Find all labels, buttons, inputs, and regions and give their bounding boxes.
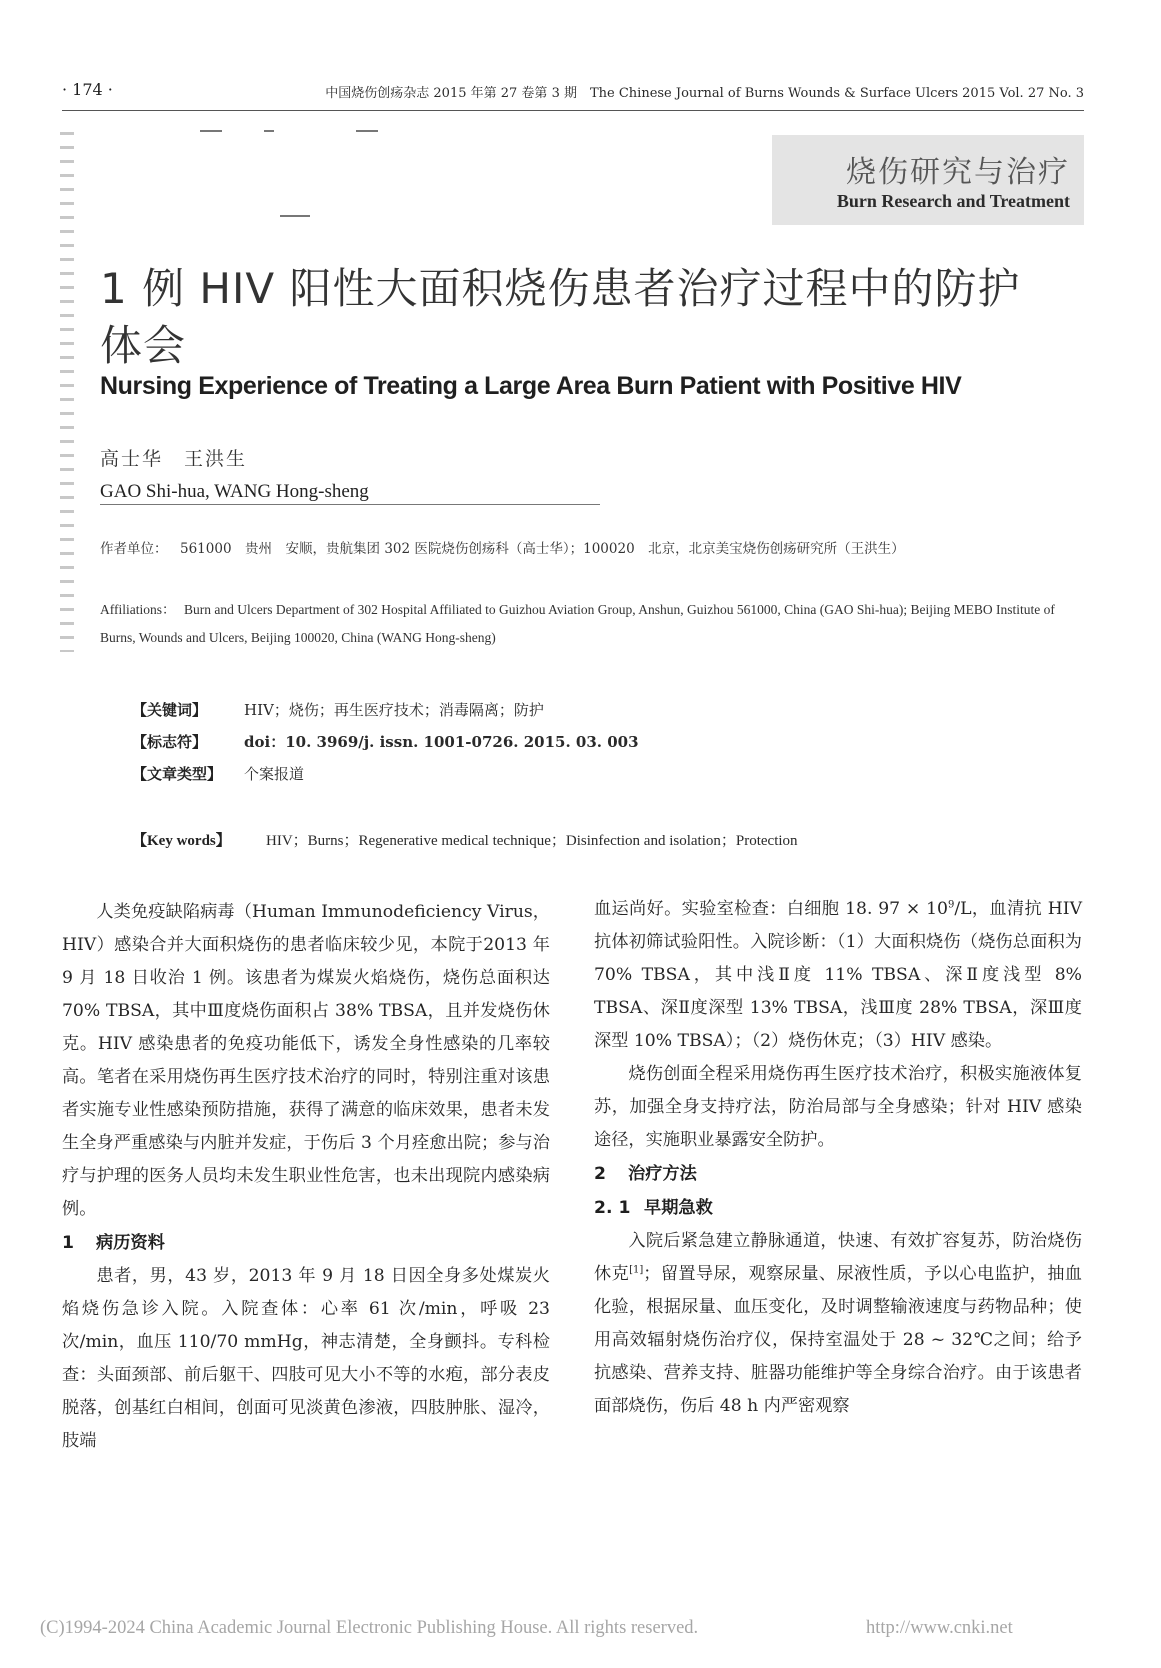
emergency-paragraph (594, 1225, 1082, 1423)
keywords-label: 【关键词】 (132, 701, 208, 719)
running-header (62, 80, 1084, 108)
case-text: 血运尚好。实验室检查：白细胞 18. 97 × 10 (594, 899, 948, 919)
subsection-number: 2. 1 (594, 1198, 631, 1218)
affiliation-en-label: Affiliations： (100, 602, 176, 617)
section-heading-1 (62, 1226, 550, 1260)
article-title-cn: 1 例 HIV 阳性大面积烧伤患者治疗过程中的防护体会 (100, 264, 1021, 370)
section-title-en: Burn Research and Treatment (836, 191, 1070, 211)
scan-tick-mark (200, 130, 222, 132)
section-title: 病历资料 (96, 1233, 165, 1253)
authors-cn: 高士华 王洪生 (100, 448, 248, 470)
case-paragraph-part1: 患者，男，43 岁，2013 年 9 月 18 日因全身多处煤炭火焰烧伤急诊入院。入院查体：心率 61 次/min，呼吸 23 次/min，血压 110/70 mmHg，神志清楚，全身颤抖。专科检查：头面颈部、前后躯干、四肢可见大小不等的水疱，部分表皮脱落，创基红白相间，创面可见淡黄色渗液，四肢肿胀、湿冷，肢端 (62, 1266, 550, 1451)
affiliation-cn-label: 作者单位： (100, 541, 168, 557)
identifier-row (132, 731, 639, 752)
section-number: 2 (594, 1164, 606, 1184)
affiliation-cn-text: 561000 贵州 安顺，贵航集团 302 医院烧伤创疡科（高士华）；100020 北京，北京美宝烧伤创疡研究所（王洪生） (180, 541, 905, 557)
treatment-paragraph: 烧伤创面全程采用烧伤再生医疗技术治疗，积极实施液体复苏，加强全身支持疗法，防治局部与全身感染；针对 HIV 感染途径，实施职业暴露安全防护。 (594, 1064, 1082, 1150)
section-label-box (772, 135, 1084, 225)
body-column-right (594, 893, 1082, 1423)
scan-tick-mark (264, 130, 274, 132)
section-title-cn: 烧伤研究与治疗 (846, 155, 1070, 190)
section-number: 1 (62, 1233, 74, 1253)
case-text: /L，血清抗 HIV 抗体初筛试验阳性。入院诊断：（1）大面积烧伤（烧伤总面积为 70% TBSA，其中浅Ⅱ度 11% TBSA、深Ⅱ度浅型 8% TBSA、深Ⅱ度深型 13% TBSA，浅Ⅲ度 28% TBSA，深Ⅲ度深型 10% TBSA）；（2）烧伤休克；（3）HIV 感染。 (594, 899, 1082, 1051)
scan-tick-mark (280, 215, 310, 217)
article-title-en: Nursing Experience of Treating a Large Area Burn Patient with Positive HIV (100, 372, 962, 400)
affiliation-en-text: Burn and Ulcers Department of 302 Hospital Affiliated to Guizhou Aviation Group, Anshun, Guizhou 561000, China (GAO Shi-hua); Beijing MEBO Institute of Burns, Wounds and Ulcers, Beijing 100020, China (WANG Hong-sheng) (100, 602, 1055, 645)
footer-copyright: (C)1994-2024 China Academic Journal Electronic Publishing House. All rights reserved. (40, 1618, 699, 1638)
authors-en: GAO Shi-hua, WANG Hong-sheng (100, 481, 369, 502)
subsection-title: 早期急救 (644, 1198, 713, 1218)
journal-citation-line: 中国烧伤创疡杂志 2015 年第 27 卷第 3 期 The Chinese Journal of Burns Wounds & Surface Ulcers 2015 Vol. 27 No. 3 (325, 86, 1084, 101)
scan-tick-mark (356, 130, 378, 132)
exponent: 9 (948, 899, 955, 911)
key-words-label: 【Key words】 (132, 833, 231, 849)
section-heading-2 (594, 1157, 1082, 1191)
citation-ref[interactable]: [1] (629, 1264, 644, 1276)
author-rule (100, 504, 600, 505)
keywords-row (132, 699, 544, 720)
affiliation-cn (100, 536, 1060, 562)
header-rule (62, 110, 1084, 111)
scan-margin-artifact (60, 132, 74, 652)
keywords-value: HIV；烧伤；再生医疗技术；消毒隔离；防护 (244, 701, 544, 719)
key-words-value: HIV；Burns；Regenerative medical technique；Disinfection and isolation；Protection (266, 833, 798, 849)
article-type-row (132, 763, 304, 784)
identifier-label: 【标志符】 (132, 733, 208, 751)
intro-paragraph: 人类免疫缺陷病毒（Human Immunodeficiency Virus，HIV）感染合并大面积烧伤的患者临床较少见，本院于2013 年 9 月 18 日收治 1 例。该患者为煤炭火焰烧伤，烧伤总面积达 70% TBSA，其中Ⅲ度烧伤面积占 38% TBSA，且并发烧伤休克。HIV 感染患者的免疫功能低下，诱发全身性感染的几率较高。笔者在采用烧伤再生医疗技术治疗的同时，特别注重对该患者实施专业性感染预防措施，获得了满意的临床效果，患者未发生全身严重感染与内脏并发症，于伤后 3 个月痊愈出院；参与治疗与护理的医务人员均未发生职业性危害，也未出现院内感染病例。 (62, 902, 550, 1219)
article-type-label: 【文章类型】 (132, 765, 223, 783)
article-type-value: 个案报道 (244, 765, 305, 783)
section-title: 治疗方法 (628, 1164, 697, 1184)
key-words-row (132, 829, 798, 850)
body-column-left (62, 896, 550, 1458)
doi-value: doi：10. 3969/j. issn. 1001-0726. 2015. 03. 003 (244, 733, 639, 751)
case-paragraph-part2 (594, 893, 1082, 1058)
emergency-text: 入院后紧急建立静脉通道，快速、有效扩容复苏，防治烧伤休克 (594, 1231, 1082, 1284)
footer-url-link[interactable]: http://www.cnki.net (866, 1618, 1013, 1638)
page-number: · 174 · (62, 80, 113, 99)
affiliation-en (100, 596, 1060, 652)
emergency-text: ；留置导尿，观察尿量、尿液性质，予以心电监护，抽血化验，根据尿量、血压变化，及时调整输液速度与药物品种；使用高效辐射烧伤治疗仪，保持室温处于 28 ~ 32℃之间；给予抗感染、营养支持、脏器功能维护等全身综合治疗。由于该患者面部烧伤，伤后 48 h 内严密观察 (594, 1264, 1082, 1416)
subsection-heading-2-1 (594, 1191, 1082, 1225)
